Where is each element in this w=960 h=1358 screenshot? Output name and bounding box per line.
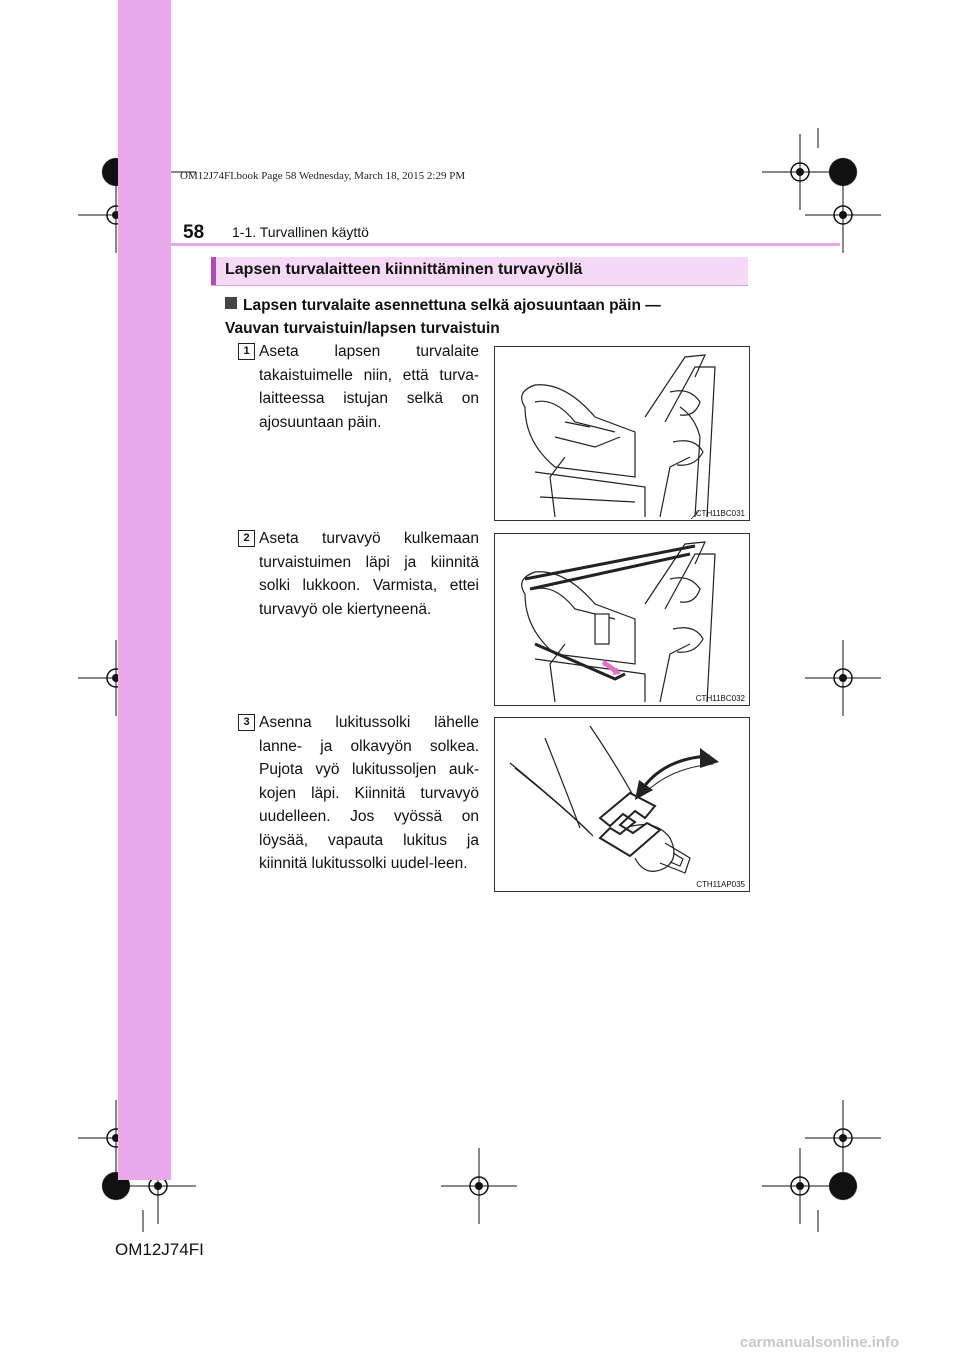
topic-banner xyxy=(211,257,748,286)
figure-step-3 xyxy=(494,717,750,892)
step-number: 3 xyxy=(238,714,255,731)
banner-title: Lapsen turvalaitteen kiinnittäminen turvavyöllä xyxy=(225,261,583,278)
page-number: 58 xyxy=(183,222,205,243)
figure-step-1 xyxy=(494,346,750,521)
step-text: Aseta turvavyö kulkemaan turvaistuimen läpi ja kiinnitä solki lukkoon. Varmista, ettei turvavyö ole kiertyneenä. xyxy=(259,530,479,618)
figure-code: CTH11AP035 xyxy=(696,880,745,889)
step-text: Aseta lapsen turvalaite takaistuimelle niin, että turva-laitteessa istujan selkä on ajosuuntaan päin. xyxy=(259,343,479,431)
figure-step-2 xyxy=(494,533,750,706)
header-rule xyxy=(118,243,840,246)
step-number: 1 xyxy=(238,343,255,360)
book-info: OM12J74FI.book Page 58 Wednesday, March 18, 2015 2:29 PM xyxy=(180,170,466,182)
step-number: 2 xyxy=(238,530,255,547)
banner-accent-bar xyxy=(211,257,216,285)
figure-code: CTH11BC032 xyxy=(695,694,745,703)
watermark: carmanualsonline.info xyxy=(740,1334,900,1351)
section-title: 1-1. Turvallinen käyttö xyxy=(232,224,369,240)
subheading-text: Lapsen turvalaite asennettuna selkä ajosuuntaan päin — Vauvan turvaistuin/lapsen turvaistuin xyxy=(225,297,661,337)
step-text: Asenna lukitussolki lähelle lanne- ja olkavyön solkea. Pujota vyö lukitussoljen auk-kojen läpi. Kiinnitä turvavyö uudelleen. Jos vyössä on löysää, vapauta lukitus ja kiinnitä lukitussolki uudel-leen. xyxy=(259,714,479,872)
child-seat-placed-illustration xyxy=(495,347,749,520)
belt-routing-illustration xyxy=(495,534,749,705)
subheading xyxy=(225,294,705,340)
footer-model-code: OM12J74FI xyxy=(115,1240,204,1259)
square-bullet-icon xyxy=(225,297,237,309)
locking-clip-illustration xyxy=(495,718,749,891)
chapter-tab-sidebar xyxy=(118,0,171,1180)
figure-code: CTH11BC031 xyxy=(695,509,745,518)
